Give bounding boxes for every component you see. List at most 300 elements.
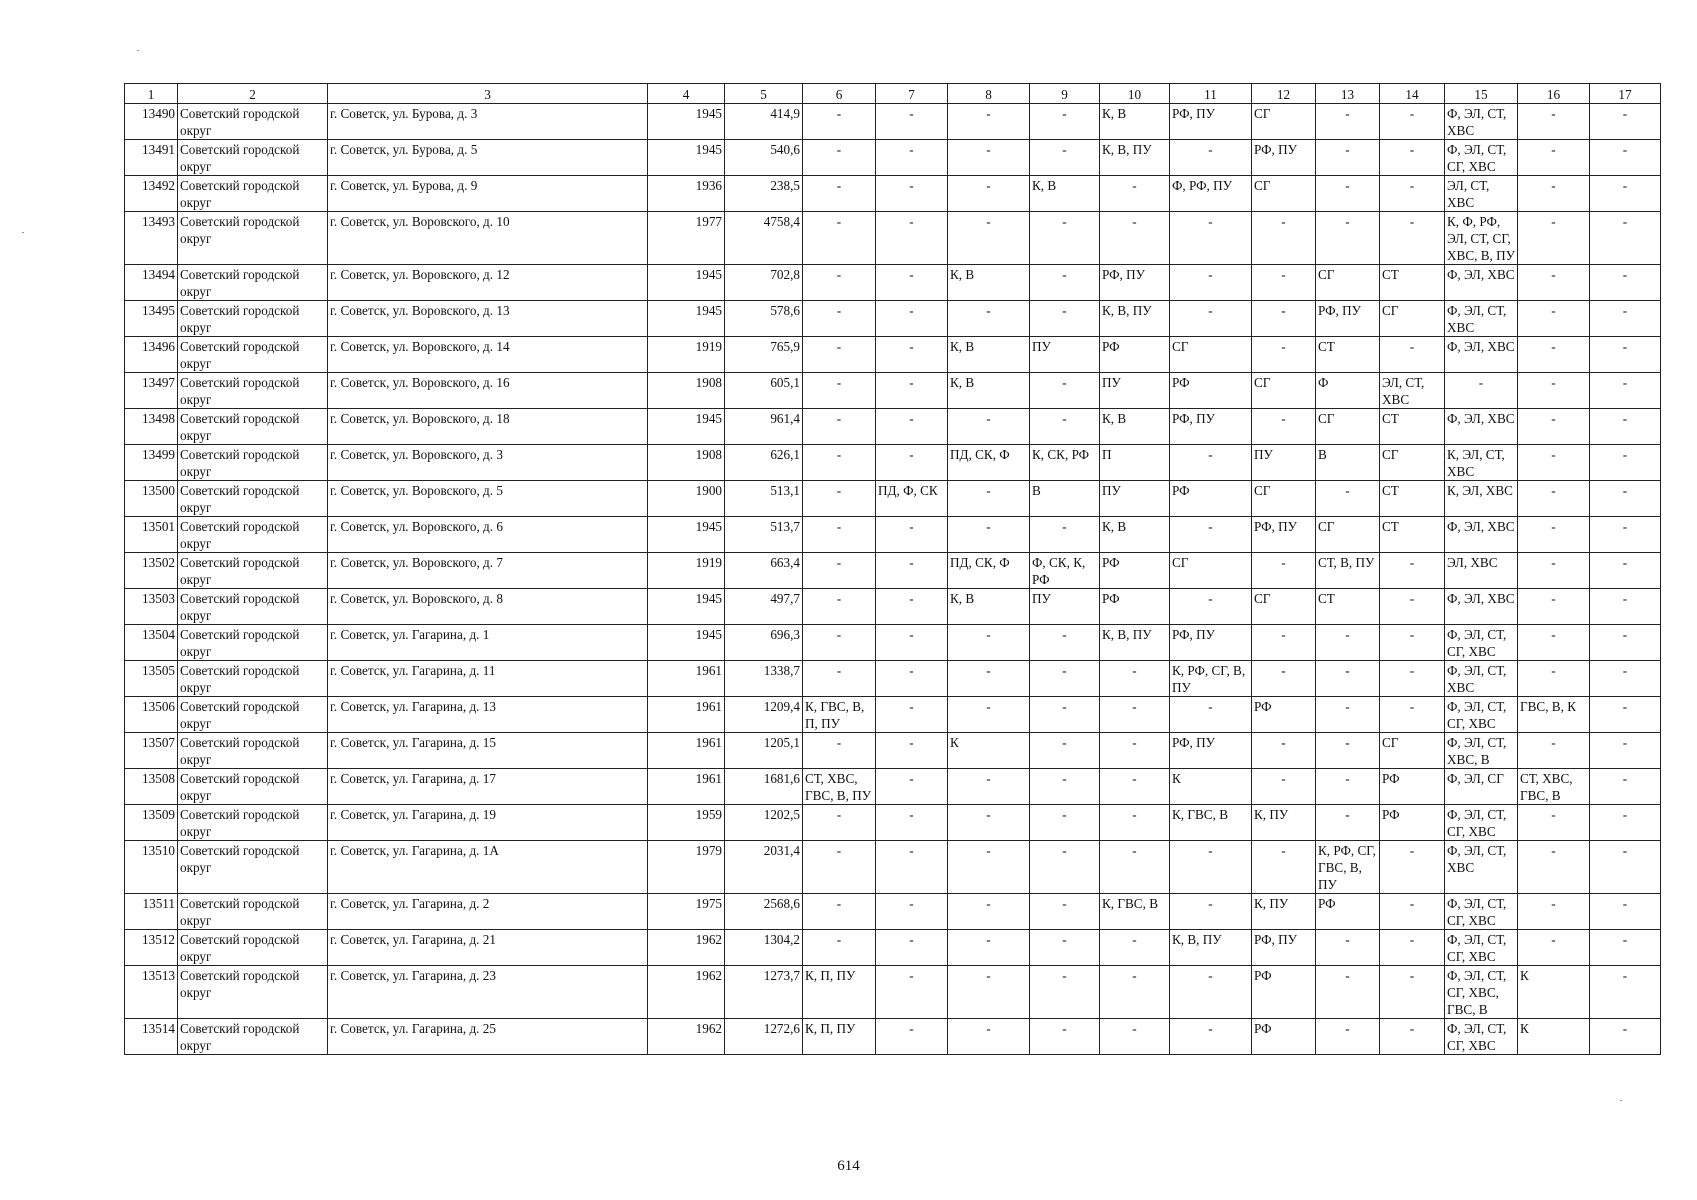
col-17-cell: - <box>1590 733 1661 769</box>
build-year-cell: 1945 <box>648 589 725 625</box>
record-number-cell: 13502 <box>125 553 178 589</box>
col-8-cell: К, В <box>948 589 1030 625</box>
col-12-cell: СГ <box>1252 104 1316 140</box>
build-year-cell: 1908 <box>648 445 725 481</box>
municipality-cell: Советский городской округ <box>178 661 328 697</box>
col-8-cell: - <box>948 409 1030 445</box>
col-12-cell: РФ <box>1252 966 1316 1019</box>
col-7-cell: - <box>876 212 948 265</box>
municipality-cell: Советский городской округ <box>178 481 328 517</box>
table-row <box>125 140 1661 176</box>
record-number-cell: 13490 <box>125 104 178 140</box>
col-16-cell: - <box>1518 445 1590 481</box>
col-15-cell: К, ЭЛ, ХВС <box>1445 481 1518 517</box>
table-row <box>125 553 1661 589</box>
address-cell: г. Советск, ул. Воровского, д. 12 <box>328 265 648 301</box>
col-12-cell: - <box>1252 265 1316 301</box>
col-9-cell: - <box>1030 841 1100 894</box>
total-area-cell: 540,6 <box>725 140 803 176</box>
col-17-cell: - <box>1590 661 1661 697</box>
record-number-cell: 13514 <box>125 1019 178 1055</box>
col-8-cell: - <box>948 176 1030 212</box>
table-row <box>125 589 1661 625</box>
col-9-cell: - <box>1030 805 1100 841</box>
column-header: 16 <box>1518 84 1590 104</box>
col-11-cell: - <box>1170 894 1252 930</box>
col-11-cell: - <box>1170 140 1252 176</box>
col-14-cell: СТ <box>1380 517 1445 553</box>
municipality-cell: Советский городской округ <box>178 625 328 661</box>
table-row <box>125 373 1661 409</box>
build-year-cell: 1977 <box>648 212 725 265</box>
col-15-cell: К, Ф, РФ, ЭЛ, СТ, СГ, ХВС, В, ПУ <box>1445 212 1518 265</box>
table-row <box>125 409 1661 445</box>
record-number-cell: 13497 <box>125 373 178 409</box>
col-10-cell: ПУ <box>1100 481 1170 517</box>
col-17-cell: - <box>1590 373 1661 409</box>
col-7-cell: - <box>876 625 948 661</box>
address-cell: г. Советск, ул. Гагарина, д. 2 <box>328 894 648 930</box>
col-9-cell: - <box>1030 301 1100 337</box>
col-14-cell: - <box>1380 176 1445 212</box>
build-year-cell: 1961 <box>648 769 725 805</box>
col-6-cell: - <box>803 337 876 373</box>
col-7-cell: - <box>876 930 948 966</box>
col-8-cell: - <box>948 625 1030 661</box>
col-11-cell: К <box>1170 769 1252 805</box>
col-16-cell: - <box>1518 337 1590 373</box>
col-13-cell: - <box>1316 930 1380 966</box>
col-16-cell: - <box>1518 140 1590 176</box>
col-8-cell: К <box>948 733 1030 769</box>
address-cell: г. Советск, ул. Гагарина, д. 15 <box>328 733 648 769</box>
total-area-cell: 1681,6 <box>725 769 803 805</box>
col-6-cell: - <box>803 625 876 661</box>
build-year-cell: 1919 <box>648 337 725 373</box>
col-13-cell: - <box>1316 769 1380 805</box>
col-15-cell: Ф, ЭЛ, СТ, СГ, ХВС <box>1445 1019 1518 1055</box>
col-10-cell: - <box>1100 176 1170 212</box>
col-16-cell: - <box>1518 589 1590 625</box>
address-cell: г. Советск, ул. Гагарина, д. 11 <box>328 661 648 697</box>
col-12-cell: - <box>1252 212 1316 265</box>
col-11-cell: РФ, ПУ <box>1170 104 1252 140</box>
col-10-cell: - <box>1100 966 1170 1019</box>
col-12-cell: - <box>1252 301 1316 337</box>
col-9-cell: Ф, СК, К, РФ <box>1030 553 1100 589</box>
col-13-cell: - <box>1316 625 1380 661</box>
col-10-cell: РФ, ПУ <box>1100 265 1170 301</box>
col-7-cell: - <box>876 140 948 176</box>
col-14-cell: - <box>1380 1019 1445 1055</box>
column-header: 7 <box>876 84 948 104</box>
col-16-cell: - <box>1518 733 1590 769</box>
col-11-cell: - <box>1170 589 1252 625</box>
col-14-cell: СГ <box>1380 301 1445 337</box>
col-12-cell: К, ПУ <box>1252 894 1316 930</box>
municipality-cell: Советский городской округ <box>178 1019 328 1055</box>
col-9-cell: В <box>1030 481 1100 517</box>
col-17-cell: - <box>1590 409 1661 445</box>
col-14-cell: - <box>1380 841 1445 894</box>
col-8-cell: - <box>948 481 1030 517</box>
col-10-cell: - <box>1100 212 1170 265</box>
column-header: 13 <box>1316 84 1380 104</box>
municipality-cell: Советский городской округ <box>178 373 328 409</box>
col-16-cell: ГВС, В, К <box>1518 697 1590 733</box>
col-14-cell: - <box>1380 697 1445 733</box>
col-11-cell: - <box>1170 841 1252 894</box>
address-cell: г. Советск, ул. Воровского, д. 5 <box>328 481 648 517</box>
col-12-cell: К, ПУ <box>1252 805 1316 841</box>
address-cell: г. Советск, ул. Воровского, д. 8 <box>328 589 648 625</box>
col-14-cell: - <box>1380 589 1445 625</box>
col-14-cell: - <box>1380 625 1445 661</box>
col-17-cell: - <box>1590 1019 1661 1055</box>
col-10-cell: К, ГВС, В <box>1100 894 1170 930</box>
col-9-cell: - <box>1030 697 1100 733</box>
col-14-cell: - <box>1380 966 1445 1019</box>
col-8-cell: - <box>948 769 1030 805</box>
col-15-cell: Ф, ЭЛ, СТ, СГ, ХВС <box>1445 805 1518 841</box>
total-area-cell: 702,8 <box>725 265 803 301</box>
table-row <box>125 104 1661 140</box>
col-8-cell: К, В <box>948 337 1030 373</box>
record-number-cell: 13506 <box>125 697 178 733</box>
scan-speck <box>22 232 24 233</box>
build-year-cell: 1919 <box>648 553 725 589</box>
col-17-cell: - <box>1590 894 1661 930</box>
col-16-cell: - <box>1518 553 1590 589</box>
build-year-cell: 1975 <box>648 894 725 930</box>
record-number-cell: 13492 <box>125 176 178 212</box>
col-16-cell: - <box>1518 481 1590 517</box>
col-9-cell: - <box>1030 733 1100 769</box>
col-9-cell: К, В <box>1030 176 1100 212</box>
col-17-cell: - <box>1590 625 1661 661</box>
municipality-cell: Советский городской округ <box>178 212 328 265</box>
col-15-cell: Ф, ЭЛ, СТ, ХВС <box>1445 661 1518 697</box>
col-15-cell: - <box>1445 373 1518 409</box>
build-year-cell: 1945 <box>648 409 725 445</box>
col-9-cell: ПУ <box>1030 337 1100 373</box>
table-row <box>125 733 1661 769</box>
column-header: 3 <box>328 84 648 104</box>
municipality-cell: Советский городской округ <box>178 301 328 337</box>
col-15-cell: Ф, ЭЛ, СТ, ХВС <box>1445 841 1518 894</box>
address-cell: г. Советск, ул. Воровского, д. 14 <box>328 337 648 373</box>
col-7-cell: - <box>876 894 948 930</box>
total-area-cell: 1304,2 <box>725 930 803 966</box>
address-cell: г. Советск, ул. Воровского, д. 13 <box>328 301 648 337</box>
address-cell: г. Советск, ул. Воровского, д. 3 <box>328 445 648 481</box>
col-15-cell: ЭЛ, ХВС <box>1445 553 1518 589</box>
col-16-cell: - <box>1518 104 1590 140</box>
col-14-cell: - <box>1380 104 1445 140</box>
col-9-cell: - <box>1030 930 1100 966</box>
col-8-cell: - <box>948 517 1030 553</box>
col-9-cell: - <box>1030 409 1100 445</box>
table-row <box>125 805 1661 841</box>
page-number: 614 <box>837 1158 860 1174</box>
col-9-cell: К, СК, РФ <box>1030 445 1100 481</box>
col-15-cell: Ф, ЭЛ, ХВС <box>1445 409 1518 445</box>
col-9-cell: - <box>1030 966 1100 1019</box>
col-12-cell: РФ, ПУ <box>1252 140 1316 176</box>
municipality-cell: Советский городской округ <box>178 104 328 140</box>
total-area-cell: 1272,6 <box>725 1019 803 1055</box>
total-area-cell: 605,1 <box>725 373 803 409</box>
col-10-cell: П <box>1100 445 1170 481</box>
col-6-cell: К, П, ПУ <box>803 966 876 1019</box>
address-cell: г. Советск, ул. Воровского, д. 18 <box>328 409 648 445</box>
col-6-cell: - <box>803 301 876 337</box>
col-7-cell: - <box>876 1019 948 1055</box>
col-16-cell: - <box>1518 373 1590 409</box>
col-9-cell: - <box>1030 894 1100 930</box>
col-7-cell: - <box>876 445 948 481</box>
col-9-cell: ПУ <box>1030 589 1100 625</box>
address-cell: г. Советск, ул. Воровского, д. 16 <box>328 373 648 409</box>
col-10-cell: К, В <box>1100 104 1170 140</box>
table-row <box>125 841 1661 894</box>
build-year-cell: 1961 <box>648 733 725 769</box>
column-header: 10 <box>1100 84 1170 104</box>
col-6-cell: К, П, ПУ <box>803 1019 876 1055</box>
table-row <box>125 301 1661 337</box>
col-14-cell: СГ <box>1380 733 1445 769</box>
col-6-cell: СТ, ХВС, ГВС, В, ПУ <box>803 769 876 805</box>
build-year-cell: 1945 <box>648 625 725 661</box>
col-12-cell: СГ <box>1252 589 1316 625</box>
col-13-cell: - <box>1316 733 1380 769</box>
table-row <box>125 517 1661 553</box>
col-10-cell: - <box>1100 841 1170 894</box>
municipality-cell: Советский городской округ <box>178 966 328 1019</box>
column-header: 4 <box>648 84 725 104</box>
col-6-cell: - <box>803 373 876 409</box>
col-9-cell: - <box>1030 104 1100 140</box>
build-year-cell: 1959 <box>648 805 725 841</box>
municipality-cell: Советский городской округ <box>178 337 328 373</box>
col-14-cell: РФ <box>1380 805 1445 841</box>
col-7-cell: - <box>876 697 948 733</box>
registry-table <box>124 83 1661 1055</box>
column-header: 9 <box>1030 84 1100 104</box>
col-10-cell: РФ <box>1100 553 1170 589</box>
col-14-cell: СГ <box>1380 445 1445 481</box>
col-13-cell: Ф <box>1316 373 1380 409</box>
col-9-cell: - <box>1030 373 1100 409</box>
scan-speck <box>1620 1100 1622 1101</box>
col-13-cell: - <box>1316 176 1380 212</box>
col-13-cell: - <box>1316 966 1380 1019</box>
build-year-cell: 1962 <box>648 1019 725 1055</box>
col-15-cell: Ф, ЭЛ, ХВС <box>1445 337 1518 373</box>
col-13-cell: - <box>1316 805 1380 841</box>
total-area-cell: 765,9 <box>725 337 803 373</box>
municipality-cell: Советский городской округ <box>178 733 328 769</box>
col-12-cell: РФ, ПУ <box>1252 930 1316 966</box>
record-number-cell: 13500 <box>125 481 178 517</box>
col-10-cell: ПУ <box>1100 373 1170 409</box>
total-area-cell: 497,7 <box>725 589 803 625</box>
address-cell: г. Советск, ул. Гагарина, д. 25 <box>328 1019 648 1055</box>
table-row <box>125 1019 1661 1055</box>
col-11-cell: К, РФ, СГ, В, ПУ <box>1170 661 1252 697</box>
col-9-cell: - <box>1030 517 1100 553</box>
address-cell: г. Советск, ул. Гагарина, д. 17 <box>328 769 648 805</box>
col-11-cell: К, В, ПУ <box>1170 930 1252 966</box>
col-12-cell: РФ <box>1252 697 1316 733</box>
col-16-cell: - <box>1518 625 1590 661</box>
col-6-cell: - <box>803 104 876 140</box>
col-6-cell: - <box>803 176 876 212</box>
total-area-cell: 238,5 <box>725 176 803 212</box>
col-6-cell: - <box>803 805 876 841</box>
record-number-cell: 13507 <box>125 733 178 769</box>
col-8-cell: - <box>948 697 1030 733</box>
col-13-cell: СГ <box>1316 517 1380 553</box>
col-15-cell: К, ЭЛ, СТ, ХВС <box>1445 445 1518 481</box>
col-10-cell: - <box>1100 697 1170 733</box>
col-7-cell: - <box>876 337 948 373</box>
col-10-cell: - <box>1100 769 1170 805</box>
col-6-cell: - <box>803 445 876 481</box>
municipality-cell: Советский городской округ <box>178 589 328 625</box>
col-6-cell: - <box>803 409 876 445</box>
col-8-cell: - <box>948 841 1030 894</box>
col-14-cell: - <box>1380 212 1445 265</box>
col-8-cell: - <box>948 966 1030 1019</box>
build-year-cell: 1945 <box>648 517 725 553</box>
col-7-cell: - <box>876 553 948 589</box>
build-year-cell: 1900 <box>648 481 725 517</box>
col-10-cell: - <box>1100 1019 1170 1055</box>
col-16-cell: - <box>1518 894 1590 930</box>
col-12-cell: - <box>1252 337 1316 373</box>
municipality-cell: Советский городской округ <box>178 930 328 966</box>
col-16-cell: - <box>1518 409 1590 445</box>
col-17-cell: - <box>1590 176 1661 212</box>
total-area-cell: 513,7 <box>725 517 803 553</box>
column-header: 5 <box>725 84 803 104</box>
col-17-cell: - <box>1590 481 1661 517</box>
col-11-cell: - <box>1170 445 1252 481</box>
table-row <box>125 697 1661 733</box>
col-8-cell: - <box>948 805 1030 841</box>
address-cell: г. Советск, ул. Гагарина, д. 23 <box>328 966 648 1019</box>
table-row <box>125 930 1661 966</box>
col-6-cell: К, ГВС, В, П, ПУ <box>803 697 876 733</box>
col-14-cell: ЭЛ, СТ, ХВС <box>1380 373 1445 409</box>
total-area-cell: 1205,1 <box>725 733 803 769</box>
col-11-cell: СГ <box>1170 553 1252 589</box>
address-cell: г. Советск, ул. Гагарина, д. 1А <box>328 841 648 894</box>
column-header: 11 <box>1170 84 1252 104</box>
col-14-cell: - <box>1380 661 1445 697</box>
col-16-cell: К <box>1518 966 1590 1019</box>
col-11-cell: - <box>1170 697 1252 733</box>
col-6-cell: - <box>803 733 876 769</box>
col-11-cell: РФ, ПУ <box>1170 625 1252 661</box>
col-16-cell: - <box>1518 301 1590 337</box>
col-13-cell: РФ, ПУ <box>1316 301 1380 337</box>
col-13-cell: - <box>1316 481 1380 517</box>
col-17-cell: - <box>1590 589 1661 625</box>
col-10-cell: - <box>1100 930 1170 966</box>
build-year-cell: 1945 <box>648 265 725 301</box>
col-15-cell: Ф, ЭЛ, СТ, ХВС, В <box>1445 733 1518 769</box>
address-cell: г. Советск, ул. Гагарина, д. 13 <box>328 697 648 733</box>
build-year-cell: 1945 <box>648 104 725 140</box>
table-header <box>125 84 1661 104</box>
col-9-cell: - <box>1030 212 1100 265</box>
col-16-cell: - <box>1518 930 1590 966</box>
col-7-cell: - <box>876 966 948 1019</box>
col-17-cell: - <box>1590 337 1661 373</box>
table-row <box>125 445 1661 481</box>
col-14-cell: - <box>1380 337 1445 373</box>
col-12-cell: СГ <box>1252 481 1316 517</box>
record-number-cell: 13511 <box>125 894 178 930</box>
address-cell: г. Советск, ул. Гагарина, д. 1 <box>328 625 648 661</box>
col-13-cell: СТ <box>1316 589 1380 625</box>
col-10-cell: РФ <box>1100 589 1170 625</box>
col-14-cell: СТ <box>1380 409 1445 445</box>
col-11-cell: - <box>1170 1019 1252 1055</box>
column-header: 17 <box>1590 84 1661 104</box>
col-17-cell: - <box>1590 265 1661 301</box>
col-15-cell: Ф, ЭЛ, СТ, ХВС <box>1445 104 1518 140</box>
build-year-cell: 1961 <box>648 661 725 697</box>
col-13-cell: СГ <box>1316 409 1380 445</box>
col-6-cell: - <box>803 930 876 966</box>
col-7-cell: ПД, Ф, СК <box>876 481 948 517</box>
col-16-cell: - <box>1518 661 1590 697</box>
municipality-cell: Советский городской округ <box>178 445 328 481</box>
municipality-cell: Советский городской округ <box>178 265 328 301</box>
col-7-cell: - <box>876 805 948 841</box>
col-11-cell: - <box>1170 265 1252 301</box>
col-17-cell: - <box>1590 140 1661 176</box>
column-header: 15 <box>1445 84 1518 104</box>
total-area-cell: 4758,4 <box>725 212 803 265</box>
total-area-cell: 513,1 <box>725 481 803 517</box>
table-row <box>125 661 1661 697</box>
col-12-cell: РФ, ПУ <box>1252 517 1316 553</box>
record-number-cell: 13512 <box>125 930 178 966</box>
record-number-cell: 13505 <box>125 661 178 697</box>
build-year-cell: 1908 <box>648 373 725 409</box>
total-area-cell: 1338,7 <box>725 661 803 697</box>
col-8-cell: - <box>948 930 1030 966</box>
table-row <box>125 769 1661 805</box>
col-16-cell: - <box>1518 176 1590 212</box>
col-14-cell: - <box>1380 140 1445 176</box>
address-cell: г. Советск, ул. Бурова, д. 3 <box>328 104 648 140</box>
address-cell: г. Советск, ул. Воровского, д. 10 <box>328 212 648 265</box>
build-year-cell: 1936 <box>648 176 725 212</box>
col-17-cell: - <box>1590 697 1661 733</box>
municipality-cell: Советский городской округ <box>178 176 328 212</box>
build-year-cell: 1979 <box>648 841 725 894</box>
col-7-cell: - <box>876 409 948 445</box>
record-number-cell: 13513 <box>125 966 178 1019</box>
col-10-cell: К, В, ПУ <box>1100 140 1170 176</box>
col-9-cell: - <box>1030 625 1100 661</box>
table-row <box>125 265 1661 301</box>
